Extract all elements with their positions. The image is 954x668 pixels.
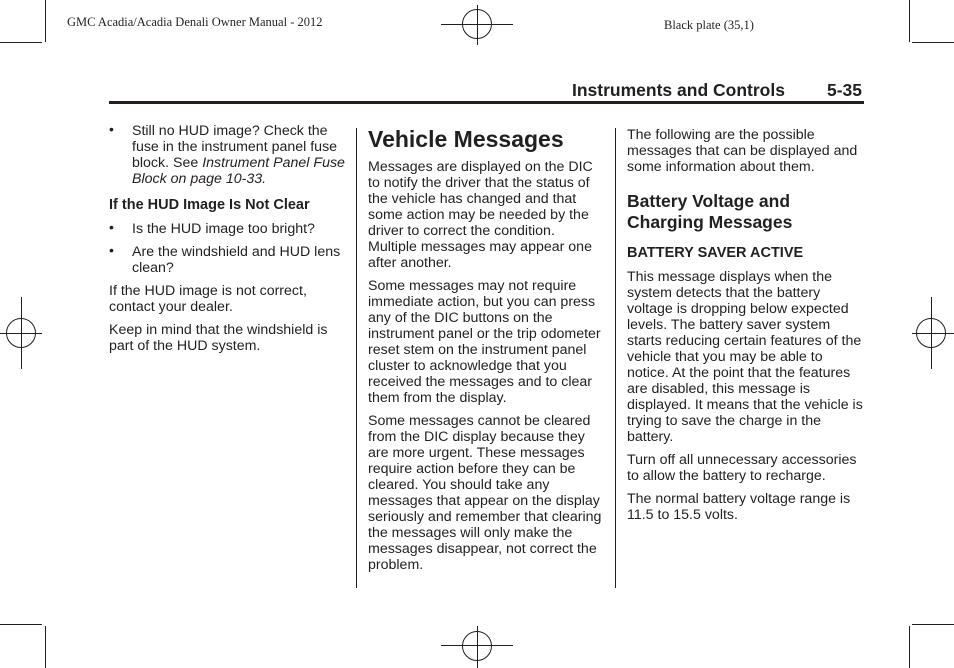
paragraph: Keep in mind that the windshield is part of the HUD system. (109, 322, 328, 354)
column-right (627, 127, 863, 530)
crop-mark (912, 624, 954, 625)
column-divider (356, 128, 357, 588)
crop-mark (909, 626, 910, 668)
paragraph: The normal battery voltage range is 11.5 to 15.5 volts. (627, 491, 851, 523)
crop-mark (912, 42, 954, 43)
paragraph: Messages are displayed on the DIC to notify the driver that the status of the vehicle has changed and that some action may be needed by the driver to correct the condition. Multiple messages may appear one after another. (368, 159, 593, 271)
section-title: Instruments and Controls (572, 80, 785, 100)
column-divider (615, 128, 616, 588)
list-item: • Are the windshield and HUD lens clean? (109, 242, 341, 276)
header-rule (109, 101, 864, 104)
bullet-icon: • (109, 121, 114, 137)
crop-mark (909, 0, 910, 42)
bullet-icon: • (109, 242, 114, 258)
crop-mark (0, 624, 42, 625)
paragraph: If the HUD image is not correct, contact your dealer. (109, 283, 307, 315)
manual-title: GMC Acadia/Acadia Denali Owner Manual - 2012 (67, 15, 323, 29)
cross-reference-link[interactable]: Instrument Panel Fuse Block on page 10-33 (132, 155, 345, 187)
crop-mark (45, 0, 46, 42)
plate-label: Black plate (35,1) (664, 18, 754, 32)
column-middle (368, 126, 604, 580)
paragraph: This message displays when the system detects that the battery voltage is dropping below expected levels. The battery saver system starts reducing certain features of the vehicle that you may be able to notice. At the point that the features are disabled, this message is displayed. It means that the vehicle is trying to save the charge in the battery. (627, 269, 863, 445)
message-heading: BATTERY SAVER ACTIVE (627, 245, 804, 261)
list-item: • Is the HUD image too bright? (109, 219, 315, 237)
paragraph: Turn off all unnecessary accessories to allow the battery to recharge. (627, 452, 857, 484)
paragraph: Some messages may not require immediate action, but you can press any of the DIC buttons on the instrument panel or the trip odometer reset stem on the instrument panel cluster to acknowledge that you received the messages and to clear them from the display. (368, 278, 601, 406)
bullet-icon: • (109, 219, 114, 235)
subheading: If the HUD Image Is Not Clear (109, 197, 310, 213)
paragraph: The following are the possible messages that can be displayed and some information about them. (627, 127, 858, 175)
subsection-heading: Battery Voltage and Charging Messages (627, 191, 793, 232)
section-heading: Vehicle Messages (368, 126, 564, 152)
paragraph: Some messages cannot be cleared from the DIC display because they are more urgent. These messages require action before they can be cleared. You should take any messages that appear on the display seriously and remember that clearing the messages will only make the messages disappear, not correct the problem. (368, 413, 602, 573)
column-left (109, 123, 349, 361)
crop-mark (45, 626, 46, 668)
crop-mark (0, 42, 42, 43)
page-number: 5-35 (827, 80, 863, 100)
list-item: • Still no HUD image? Check the fuse in the instrument panel fuse block. See Instrument Panel Fuse Block on page 10-33. (109, 121, 345, 187)
